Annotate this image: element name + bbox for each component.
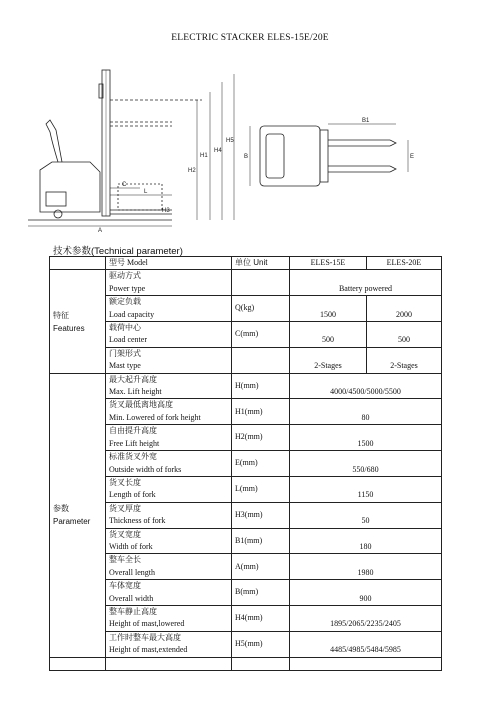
value-blank <box>290 425 442 438</box>
param-name-en: Mast type <box>106 360 232 373</box>
table-row <box>50 528 442 541</box>
param-name-en: Height of mast,lowered <box>106 618 232 631</box>
param-value-eles-15e: 1500 <box>290 309 367 322</box>
section-title-en: (Technical parameter) <box>91 246 183 257</box>
param-value-eles-20e: 500 <box>367 334 442 347</box>
param-unit: H1(mm) <box>232 399 290 425</box>
param-name-en: Load capacity <box>106 309 232 322</box>
table-row <box>50 605 442 618</box>
document-title: ELECTRIC STACKER ELES-15E/20E <box>171 33 329 43</box>
param-value: Battery powered <box>290 283 442 296</box>
value-blank <box>367 296 442 309</box>
dim-label-h1: H1 <box>200 153 208 159</box>
dim-label-h2: H2 <box>188 168 196 174</box>
param-name-en: Free Lift height <box>106 438 232 451</box>
value-blank <box>290 322 367 335</box>
param-value: 80 <box>290 412 442 425</box>
dim-label-a: A <box>98 228 103 234</box>
table-header-row <box>50 257 442 270</box>
header-unit: 单位 Unit <box>232 257 290 270</box>
value-blank <box>290 347 367 360</box>
top-view <box>244 118 414 186</box>
param-unit: H4(mm) <box>232 605 290 631</box>
table-row <box>50 580 442 593</box>
param-name-zh: 货叉厚度 <box>106 502 232 515</box>
param-value-eles-15e: 2-Stages <box>290 360 367 373</box>
table-row-empty <box>50 657 442 670</box>
param-name-en: Max. Lift height <box>106 386 232 399</box>
value-blank <box>290 399 442 412</box>
table-row <box>50 399 442 412</box>
param-value-eles-20e: 2000 <box>367 309 442 322</box>
stacker-technical-drawing <box>22 62 422 234</box>
header-empty <box>50 257 106 270</box>
dim-label-h3: H3 <box>162 208 170 214</box>
param-unit: E(mm) <box>232 451 290 477</box>
param-unit <box>232 347 290 373</box>
dim-label-l: L <box>144 189 148 195</box>
dim-label-h4: H4 <box>214 148 222 154</box>
param-unit: H(mm) <box>232 373 290 399</box>
table-row <box>50 296 442 309</box>
param-name-en: Overall width <box>106 593 232 606</box>
param-unit: L(mm) <box>232 476 290 502</box>
header-model: 型号 Model <box>106 257 232 270</box>
group-label-zh: 参数 <box>53 504 69 514</box>
param-name-zh: 整车静止高度 <box>106 605 232 618</box>
value-blank <box>367 347 442 360</box>
param-name-en: Length of fork <box>106 489 232 502</box>
param-value: 4000/4500/5000/5500 <box>290 386 442 399</box>
table-row <box>50 425 442 438</box>
param-value: 900 <box>290 593 442 606</box>
group-label-en: Features <box>53 323 85 333</box>
param-unit: C(mm) <box>232 322 290 348</box>
value-blank <box>290 631 442 644</box>
param-name-zh: 驱动方式 <box>106 270 232 283</box>
value-blank <box>290 451 442 464</box>
table-row <box>50 322 442 335</box>
param-name-zh: 标准货叉外宽 <box>106 451 232 464</box>
param-value-eles-20e: 2-Stages <box>367 360 442 373</box>
param-name-en: Height of mast,extended <box>106 644 232 657</box>
value-blank <box>290 270 442 283</box>
group-label <box>50 270 106 373</box>
value-blank <box>290 502 442 515</box>
param-name-en: Overall length <box>106 567 232 580</box>
table-row <box>50 631 442 644</box>
side-view <box>28 70 234 234</box>
spec-table <box>49 256 442 671</box>
section-title <box>53 243 183 257</box>
value-blank <box>290 296 367 309</box>
header-eles-15e: ELES-15E <box>290 257 367 270</box>
param-name-zh: 门架形式 <box>106 347 232 360</box>
dim-label-c: C <box>122 182 127 188</box>
param-value-eles-15e: 500 <box>290 334 367 347</box>
table-row <box>50 554 442 567</box>
table-row <box>50 502 442 515</box>
table-row <box>50 476 442 489</box>
param-name-en: Outside width of forks <box>106 464 232 477</box>
param-name-zh: 货叉长度 <box>106 476 232 489</box>
param-unit: B(mm) <box>232 580 290 606</box>
param-unit: H2(mm) <box>232 425 290 451</box>
param-name-zh: 载荷中心 <box>106 322 232 335</box>
value-blank <box>290 373 442 386</box>
dim-label-h5: H5 <box>226 138 234 144</box>
header-eles-20e: ELES-20E <box>367 257 442 270</box>
param-name-zh: 自由提升高度 <box>106 425 232 438</box>
value-blank <box>290 580 442 593</box>
param-unit: B1(mm) <box>232 528 290 554</box>
param-name-zh: 工作时整车最大高度 <box>106 631 232 644</box>
empty-cell <box>106 657 232 670</box>
group-label-zh: 特征 <box>53 310 69 320</box>
param-unit: H5(mm) <box>232 631 290 657</box>
table-row <box>50 451 442 464</box>
param-name-en: Min. Lowered of fork height <box>106 412 232 425</box>
param-name-en: Power type <box>106 283 232 296</box>
param-name-zh: 整车全长 <box>106 554 232 567</box>
param-value: 1150 <box>290 489 442 502</box>
value-blank <box>290 528 442 541</box>
param-name-zh: 车体宽度 <box>106 580 232 593</box>
param-unit: A(mm) <box>232 554 290 580</box>
param-name-en: Load center <box>106 334 232 347</box>
table-row <box>50 373 442 386</box>
param-unit: Q(kg) <box>232 296 290 322</box>
section-title-zh: 技术参数 <box>53 247 92 257</box>
param-unit: H3(mm) <box>232 502 290 528</box>
value-blank <box>290 605 442 618</box>
param-value: 50 <box>290 515 442 528</box>
param-value: 4485/4985/5484/5985 <box>290 644 442 657</box>
param-value: 1895/2065/2235/2405 <box>290 618 442 631</box>
empty-cell <box>232 657 290 670</box>
param-value: 1980 <box>290 567 442 580</box>
empty-cell <box>290 657 442 670</box>
param-unit <box>232 270 290 296</box>
empty-cell <box>50 657 106 670</box>
param-name-en: Width of fork <box>106 541 232 554</box>
group-label-en: Parameter <box>53 517 91 527</box>
param-name-zh: 最大起升高度 <box>106 373 232 386</box>
param-name-en: Thickness of fork <box>106 515 232 528</box>
param-value: 550/680 <box>290 464 442 477</box>
group-label <box>50 373 106 657</box>
dim-label-e: E <box>410 154 415 160</box>
value-blank <box>290 554 442 567</box>
dim-label-b: B <box>244 154 249 160</box>
param-value: 1500 <box>290 438 442 451</box>
param-value: 180 <box>290 541 442 554</box>
dim-label-b1: B1 <box>362 118 370 124</box>
param-name-zh: 额定负载 <box>106 296 232 309</box>
value-blank <box>290 476 442 489</box>
param-name-zh: 货叉宽度 <box>106 528 232 541</box>
table-row <box>50 270 442 283</box>
param-name-zh: 货叉最低离地高度 <box>106 399 232 412</box>
value-blank <box>367 322 442 335</box>
table-row <box>50 347 442 360</box>
